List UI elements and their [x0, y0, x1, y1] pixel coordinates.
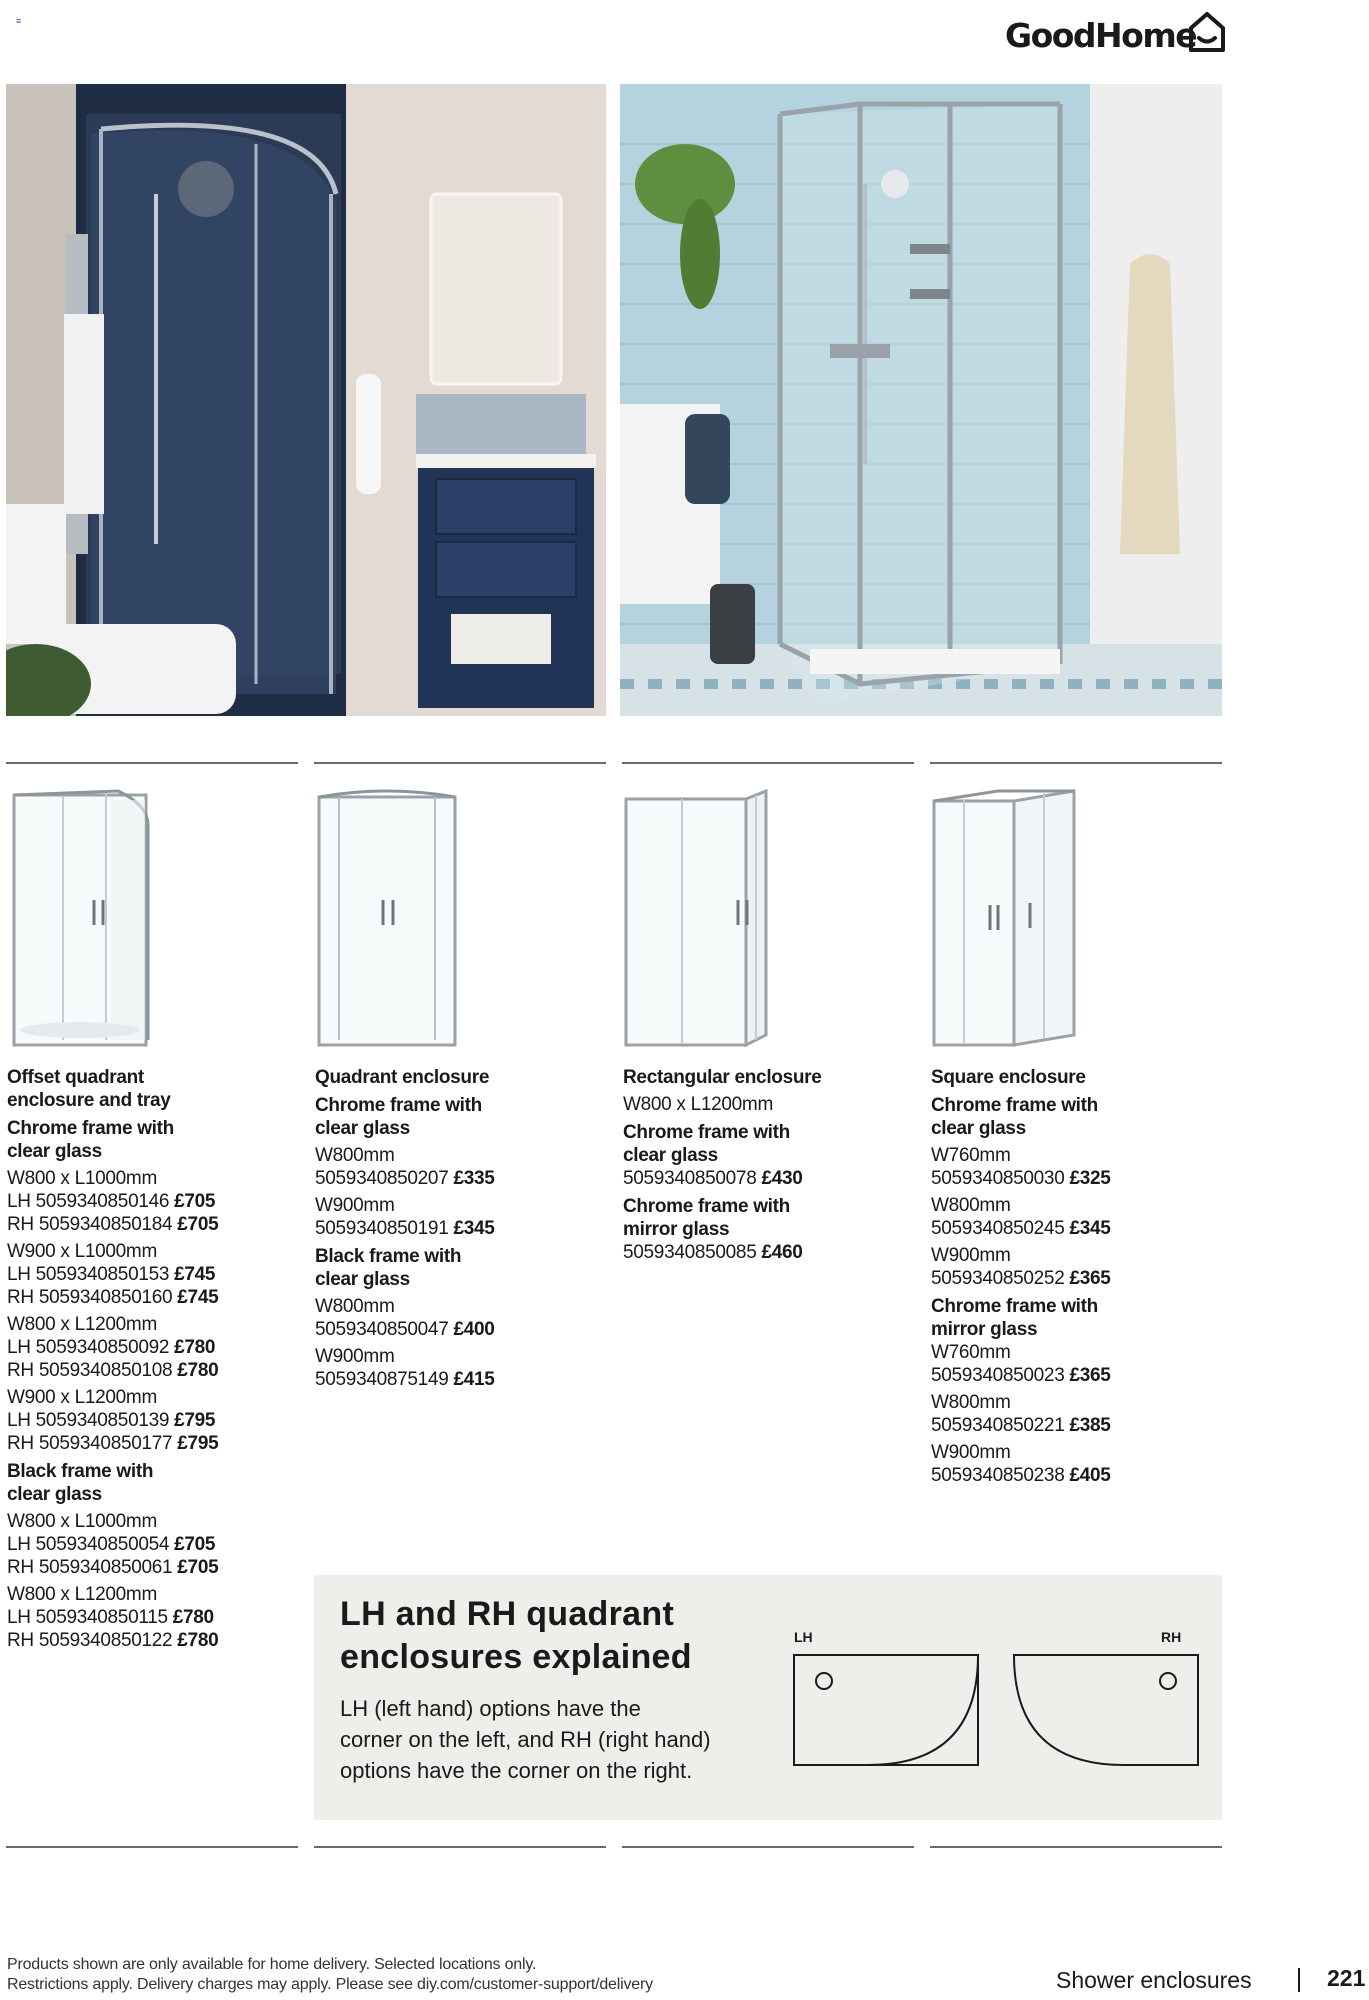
product-code: RH 5059340850108 [7, 1360, 173, 1381]
size-spec [931, 1194, 1231, 1240]
price: £795 [174, 1410, 216, 1431]
price: £795 [177, 1433, 219, 1454]
lh-rh-diagram [792, 1653, 1202, 1769]
explainer-body-line: options have the corner on the right. [340, 1758, 693, 1783]
size-spec [7, 1313, 307, 1382]
product-offset-quadrant [7, 1066, 307, 1652]
code-line [931, 1167, 1231, 1190]
product-code: 5059340875149 [315, 1369, 449, 1390]
price: £705 [174, 1191, 216, 1212]
code-line [623, 1241, 923, 1264]
price: £345 [1069, 1218, 1111, 1239]
size-label: W800mm [315, 1296, 395, 1317]
product-code: 5059340850085 [623, 1242, 757, 1263]
finish-label: Chrome frame with clear glass [315, 1095, 482, 1139]
footer-separator [1298, 1968, 1300, 1992]
bathroom-photo-square [620, 84, 1222, 716]
product-code: 5059340850191 [315, 1218, 449, 1239]
product-code: RH 5059340850160 [7, 1287, 173, 1308]
price: £780 [177, 1630, 219, 1651]
product-title: Offset quadrant enclosure and tray [7, 1067, 171, 1111]
size-label: W760mm [931, 1342, 1011, 1363]
code-line [315, 1217, 615, 1240]
code-line [7, 1359, 307, 1382]
explainer-body [340, 1693, 770, 1786]
price: £405 [1069, 1465, 1111, 1486]
code-line [931, 1364, 1231, 1387]
size-label: W800 x L1000mm [7, 1168, 157, 1189]
price: £705 [177, 1557, 219, 1578]
size-label: W900 x L1000mm [7, 1241, 157, 1262]
price: £745 [174, 1264, 216, 1285]
product-code: LH 5059340850153 [7, 1264, 170, 1285]
square-enclosure-image [928, 785, 1078, 1050]
corner-mark: ≡ [16, 16, 22, 26]
size-spec [7, 1510, 307, 1579]
page-number: 221 [1327, 1965, 1366, 1991]
finish-label: Chrome frame with clear glass [7, 1118, 174, 1162]
size-spec [931, 1144, 1231, 1190]
product-code: 5059340850238 [931, 1465, 1065, 1486]
code-line [315, 1167, 615, 1190]
finish-label: Chrome frame with mirror glass [931, 1296, 1098, 1340]
product-title: Quadrant enclosure [315, 1067, 490, 1088]
price: £335 [453, 1168, 495, 1189]
size-spec [315, 1295, 615, 1341]
product-quadrant [315, 1066, 615, 1391]
product-square [931, 1066, 1231, 1487]
price: £780 [172, 1607, 214, 1628]
code-line [931, 1217, 1231, 1240]
column-rule [622, 762, 914, 764]
size-spec [931, 1244, 1231, 1290]
product-code: 5059340850207 [315, 1168, 449, 1189]
product-code: LH 5059340850092 [7, 1337, 170, 1358]
product-code: RH 5059340850184 [7, 1214, 173, 1235]
size-label: W800 x L1000mm [7, 1511, 157, 1532]
size-label: W900 x L1200mm [7, 1387, 157, 1408]
size-label: W800 x L1200mm [7, 1584, 157, 1605]
size-spec [7, 1240, 307, 1309]
price: £385 [1069, 1415, 1111, 1436]
size-label: W800 x L1200mm [7, 1314, 157, 1335]
quadrant-enclosure-image [315, 785, 465, 1050]
column-rule [930, 762, 1222, 764]
size-spec [7, 1583, 307, 1652]
size-label: W800mm [931, 1392, 1011, 1413]
size-label: W800 x L1200mm [623, 1094, 773, 1115]
code-line [7, 1533, 307, 1556]
size-spec [931, 1441, 1231, 1487]
size-spec [7, 1386, 307, 1455]
code-line [931, 1414, 1231, 1437]
code-line [7, 1432, 307, 1455]
price: £460 [761, 1242, 803, 1263]
product-code: 5059340850252 [931, 1268, 1065, 1289]
lh-tray-shape [794, 1655, 978, 1765]
product-code: RH 5059340850122 [7, 1630, 173, 1651]
code-line [7, 1556, 307, 1579]
price: £780 [177, 1360, 219, 1381]
price: £430 [761, 1168, 803, 1189]
price: £705 [177, 1214, 219, 1235]
code-line [315, 1318, 615, 1341]
explainer-title [340, 1593, 740, 1679]
size-label: W900mm [931, 1245, 1011, 1266]
explainer-title-line: enclosures explained [340, 1638, 692, 1676]
brand-name: GoodHome [1005, 16, 1197, 55]
price: £365 [1069, 1365, 1111, 1386]
product-code: LH 5059340850115 [7, 1607, 168, 1628]
finish-label: Chrome frame with clear glass [931, 1095, 1098, 1139]
section-name: Shower enclosures [1056, 1967, 1252, 1993]
brand-logo [1005, 10, 1225, 60]
bathroom-photo-quadrant [6, 84, 606, 716]
code-line [315, 1368, 615, 1391]
product-code: LH 5059340850054 [7, 1534, 170, 1555]
explainer-body-line: corner on the left, and RH (right hand) [340, 1727, 711, 1752]
price: £365 [1069, 1268, 1111, 1289]
rh-tray-shape [1014, 1655, 1198, 1765]
column-rule [930, 1846, 1222, 1848]
column-rule [314, 1846, 606, 1848]
product-code: 5059340850078 [623, 1168, 757, 1189]
product-code: LH 5059340850146 [7, 1191, 170, 1212]
size-label: W760mm [931, 1145, 1011, 1166]
finish-label: Chrome frame with clear glass [623, 1122, 790, 1166]
explainer-title-line: LH and RH quadrant [340, 1595, 675, 1633]
column-rule [622, 1846, 914, 1848]
code-line [7, 1190, 307, 1213]
size-spec [7, 1167, 307, 1236]
price: £345 [453, 1218, 495, 1239]
product-code: 5059340850245 [931, 1218, 1065, 1239]
code-line [7, 1606, 307, 1629]
product-code: 5059340850221 [931, 1415, 1065, 1436]
delivery-note-line: Products shown are only available for home delivery. Selected locations only. [7, 1956, 537, 1973]
product-code: RH 5059340850061 [7, 1557, 173, 1578]
price: £745 [177, 1287, 219, 1308]
product-code: 5059340850047 [315, 1319, 449, 1340]
size-spec [315, 1144, 615, 1190]
delivery-note [7, 1955, 653, 1995]
lh-rh-explainer-box [314, 1575, 1222, 1820]
code-line [7, 1409, 307, 1432]
product-code: RH 5059340850177 [7, 1433, 173, 1454]
rectangular-enclosure-image [620, 785, 770, 1050]
column-rule [6, 1846, 298, 1848]
lh-label: LH [794, 1629, 813, 1645]
lh-waste-icon [816, 1673, 832, 1689]
product-title: Rectangular enclosure [623, 1067, 822, 1088]
size-label: W900mm [931, 1442, 1011, 1463]
rh-waste-icon [1160, 1673, 1176, 1689]
code-line [7, 1286, 307, 1309]
code-line [7, 1336, 307, 1359]
price: £415 [453, 1369, 495, 1390]
finish-label: Chrome frame with mirror glass [623, 1196, 790, 1240]
code-line [931, 1267, 1231, 1290]
code-line [7, 1629, 307, 1652]
delivery-note-line: Restrictions apply. Delivery charges may apply. Please see diy.com/customer-support/delivery [7, 1976, 653, 1993]
offset-quadrant-enclosure-image [8, 785, 158, 1050]
rh-label: RH [1161, 1629, 1182, 1645]
price: £325 [1069, 1168, 1111, 1189]
column-rule [6, 762, 298, 764]
code-line [7, 1263, 307, 1286]
size-spec [315, 1194, 615, 1240]
size-spec [931, 1391, 1231, 1437]
price: £705 [174, 1534, 216, 1555]
size-label: W800mm [315, 1145, 395, 1166]
product-code: 5059340850023 [931, 1365, 1065, 1386]
price: £400 [453, 1319, 495, 1340]
finish-label: Black frame with clear glass [315, 1246, 462, 1290]
code-line [931, 1464, 1231, 1487]
size-label: W900mm [315, 1346, 395, 1367]
product-code: LH 5059340850139 [7, 1410, 170, 1431]
price: £780 [174, 1337, 216, 1358]
product-title: Square enclosure [931, 1067, 1086, 1088]
size-label: W900mm [315, 1195, 395, 1216]
finish-label: Black frame with clear glass [7, 1461, 154, 1505]
house-icon [1187, 10, 1227, 54]
code-line [7, 1213, 307, 1236]
size-spec [315, 1345, 615, 1391]
size-spec [931, 1341, 1231, 1387]
column-rule [314, 762, 606, 764]
explainer-body-line: LH (left hand) options have the [340, 1696, 641, 1721]
size-label: W800mm [931, 1195, 1011, 1216]
code-line [623, 1167, 923, 1190]
product-rectangular [623, 1066, 923, 1264]
product-code: 5059340850030 [931, 1168, 1065, 1189]
